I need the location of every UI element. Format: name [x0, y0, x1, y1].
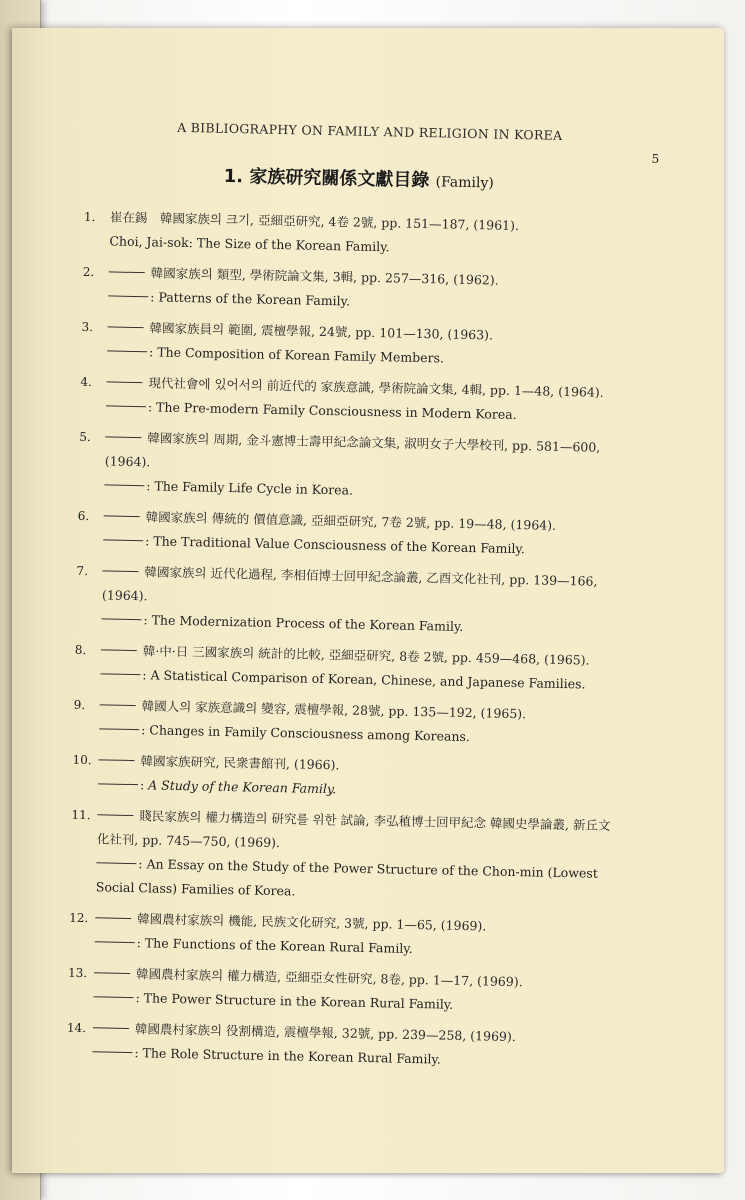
ditto-dash	[101, 649, 137, 651]
ditto-dash	[104, 484, 144, 486]
ditto-dash	[102, 618, 142, 620]
english-text: : The Family Life Cycle in Korea.	[146, 478, 354, 498]
entry-number: 6.	[77, 508, 90, 524]
bibliography-entry	[71, 803, 616, 910]
bibliography-entry	[67, 961, 612, 1020]
bibliography-entry	[81, 315, 626, 374]
original-text: 崔在錫 韓國家族의 크기, 亞細亞研究, 4卷 2號, pp. 151—187, (1961).	[109, 209, 520, 234]
ditto-dash	[95, 917, 131, 919]
entry-number: 4.	[80, 374, 93, 390]
bibliography-entry	[66, 1016, 611, 1075]
bibliography-entry	[77, 504, 622, 563]
english-text: : The Power Structure in the Korean Rural Family.	[135, 990, 454, 1012]
ditto-dash	[106, 381, 142, 383]
english-text: : The Traditional Value Consciousness of the Korean Family.	[145, 533, 525, 557]
running-head: A BIBLIOGRAPHY ON FAMILY AND RELIGION IN KOREA	[177, 119, 563, 143]
ditto-dash	[103, 539, 143, 541]
bibliography-entry	[83, 205, 628, 264]
ditto-dash	[109, 271, 145, 273]
bibliography-list	[66, 205, 628, 1075]
original-text: 賤民家族의 權力構造의 研究를 위한 試論, 李弘稙博士回甲紀念 韓國史學論叢, 新丘文化社刊, pp. 745—750, (1969).	[96, 808, 611, 851]
bibliography-entry	[79, 425, 623, 508]
ditto-dash	[104, 515, 140, 517]
original-text: 現代社會에 있어서의 前近代的 家族意識, 學術院論文集, 4輯, pp. 1—48, (1964).	[148, 375, 604, 400]
ditto-dash	[92, 1051, 132, 1053]
english-text: : The Role Structure in the Korean Rural Family.	[134, 1045, 442, 1067]
entry-number: 1.	[83, 209, 96, 225]
bibliography-entry	[82, 260, 627, 319]
bibliography-entry	[74, 638, 619, 697]
section-number: 1.	[223, 165, 244, 188]
original-text: 韓國家族研究, 民衆書館刊, (1966).	[140, 753, 340, 773]
section-title-cjk: 家族研究關係文獻目錄	[249, 166, 430, 192]
bibliography-entry	[80, 370, 625, 429]
entry-number: 7.	[76, 563, 89, 579]
bibliography-entry	[72, 748, 617, 807]
entry-number: 5.	[79, 429, 91, 445]
ditto-dash	[108, 326, 144, 328]
english-text: : Changes in Family Consciousness among Koreans.	[141, 722, 471, 745]
english-text: : An Essay on the Study of the Power Structure of the Chon-min (Lowest Social Class) Families of Korea.	[95, 856, 598, 899]
original-text: 韓國農村家族의 權力構造, 亞細亞女性研究, 8卷, pp. 1—17, (1969).	[135, 966, 523, 990]
ditto-dash	[99, 759, 135, 761]
original-text: 韓國家族員의 範圍, 震檀學報, 24號, pp. 101—130, (1963).	[149, 320, 494, 343]
original-text: 韓國農村家族의 役割構造, 震檀學報, 32號, pp. 239—258, (1969).	[134, 1021, 516, 1045]
section-title	[89, 159, 629, 196]
ditto-dash	[103, 570, 139, 572]
page-content	[66, 118, 660, 1082]
page-number: 5	[651, 151, 660, 166]
english-prefix: :	[139, 777, 149, 793]
original-text: 韓·中·日 三國家族의 統計的比較, 亞細亞研究, 8卷 2號, pp. 459—468, (1965).	[142, 643, 590, 668]
english-text: : The Composition of Korean Family Members.	[148, 344, 445, 366]
book-page	[12, 28, 724, 1173]
english-text: : Patterns of the Korean Family.	[150, 289, 351, 309]
english-text: A Study of the Korean Family.	[148, 777, 337, 797]
entry-number: 14.	[66, 1020, 87, 1036]
entry-english-citation	[96, 851, 615, 910]
original-text: 韓國家族의 傳統的 價值意識, 亞細亞研究, 7卷 2號, pp. 19—48, (1964).	[145, 509, 557, 533]
english-text: : The Modernization Process of the Korean Family.	[143, 612, 464, 634]
ditto-dash	[100, 704, 136, 706]
bibliography-entry	[76, 559, 620, 642]
ditto-dash	[93, 1027, 129, 1029]
bibliography-entry	[69, 906, 613, 965]
entry-number: 2.	[82, 264, 95, 280]
ditto-dash	[97, 814, 133, 816]
entry-number: 11.	[71, 807, 91, 823]
entry-number: 12.	[69, 910, 89, 926]
entry-number: 9.	[73, 697, 86, 713]
original-text: 韓國農村家族의 機能, 民族文化研究, 3號, pp. 1—65, (1969).	[137, 911, 487, 934]
ditto-dash	[94, 972, 130, 974]
original-text: 韓國人의 家族意識의 變容, 震檀學報, 28號, pp. 135—192, (1965).	[141, 698, 527, 722]
original-text: 韓國家族의 周期, 金斗憲博士壽甲紀念論文集, 淑明女子大學校刊, pp. 581—600, (1964).	[104, 430, 601, 470]
entry-number: 3.	[81, 319, 94, 335]
ditto-dash	[99, 728, 139, 730]
ditto-dash	[98, 783, 138, 785]
ditto-dash	[94, 996, 134, 998]
entry-number: 8.	[74, 642, 87, 658]
entry-number: 10.	[72, 752, 92, 768]
english-text: Choi, Jai-sok: The Size of the Korean Family.	[109, 233, 390, 255]
english-text: : A Statistical Comparison of Korean, Chinese, and Japanese Families.	[142, 667, 586, 692]
ditto-dash	[107, 350, 147, 352]
ditto-dash	[105, 436, 141, 438]
ditto-dash	[96, 862, 136, 864]
english-text: : The Functions of the Korean Rural Family.	[136, 935, 413, 956]
original-text: 韓國家族의 類型, 學術院論文集, 3輯, pp. 257—316, (1962).	[150, 265, 499, 288]
original-text: 韓國家族의 近代化過程, 李相佰博士回甲紀念論叢, 乙酉文化社刊, pp. 139—166, (1964).	[101, 564, 598, 604]
section-title-latin: (Family)	[435, 174, 494, 192]
ditto-dash	[100, 673, 140, 675]
entry-number: 13.	[67, 965, 88, 981]
ditto-dash	[95, 941, 135, 943]
ditto-dash	[106, 405, 146, 407]
bibliography-entry	[73, 693, 618, 752]
ditto-dash	[108, 295, 148, 297]
english-text: : The Pre-modern Family Consciousness in Modern Korea.	[147, 399, 517, 422]
